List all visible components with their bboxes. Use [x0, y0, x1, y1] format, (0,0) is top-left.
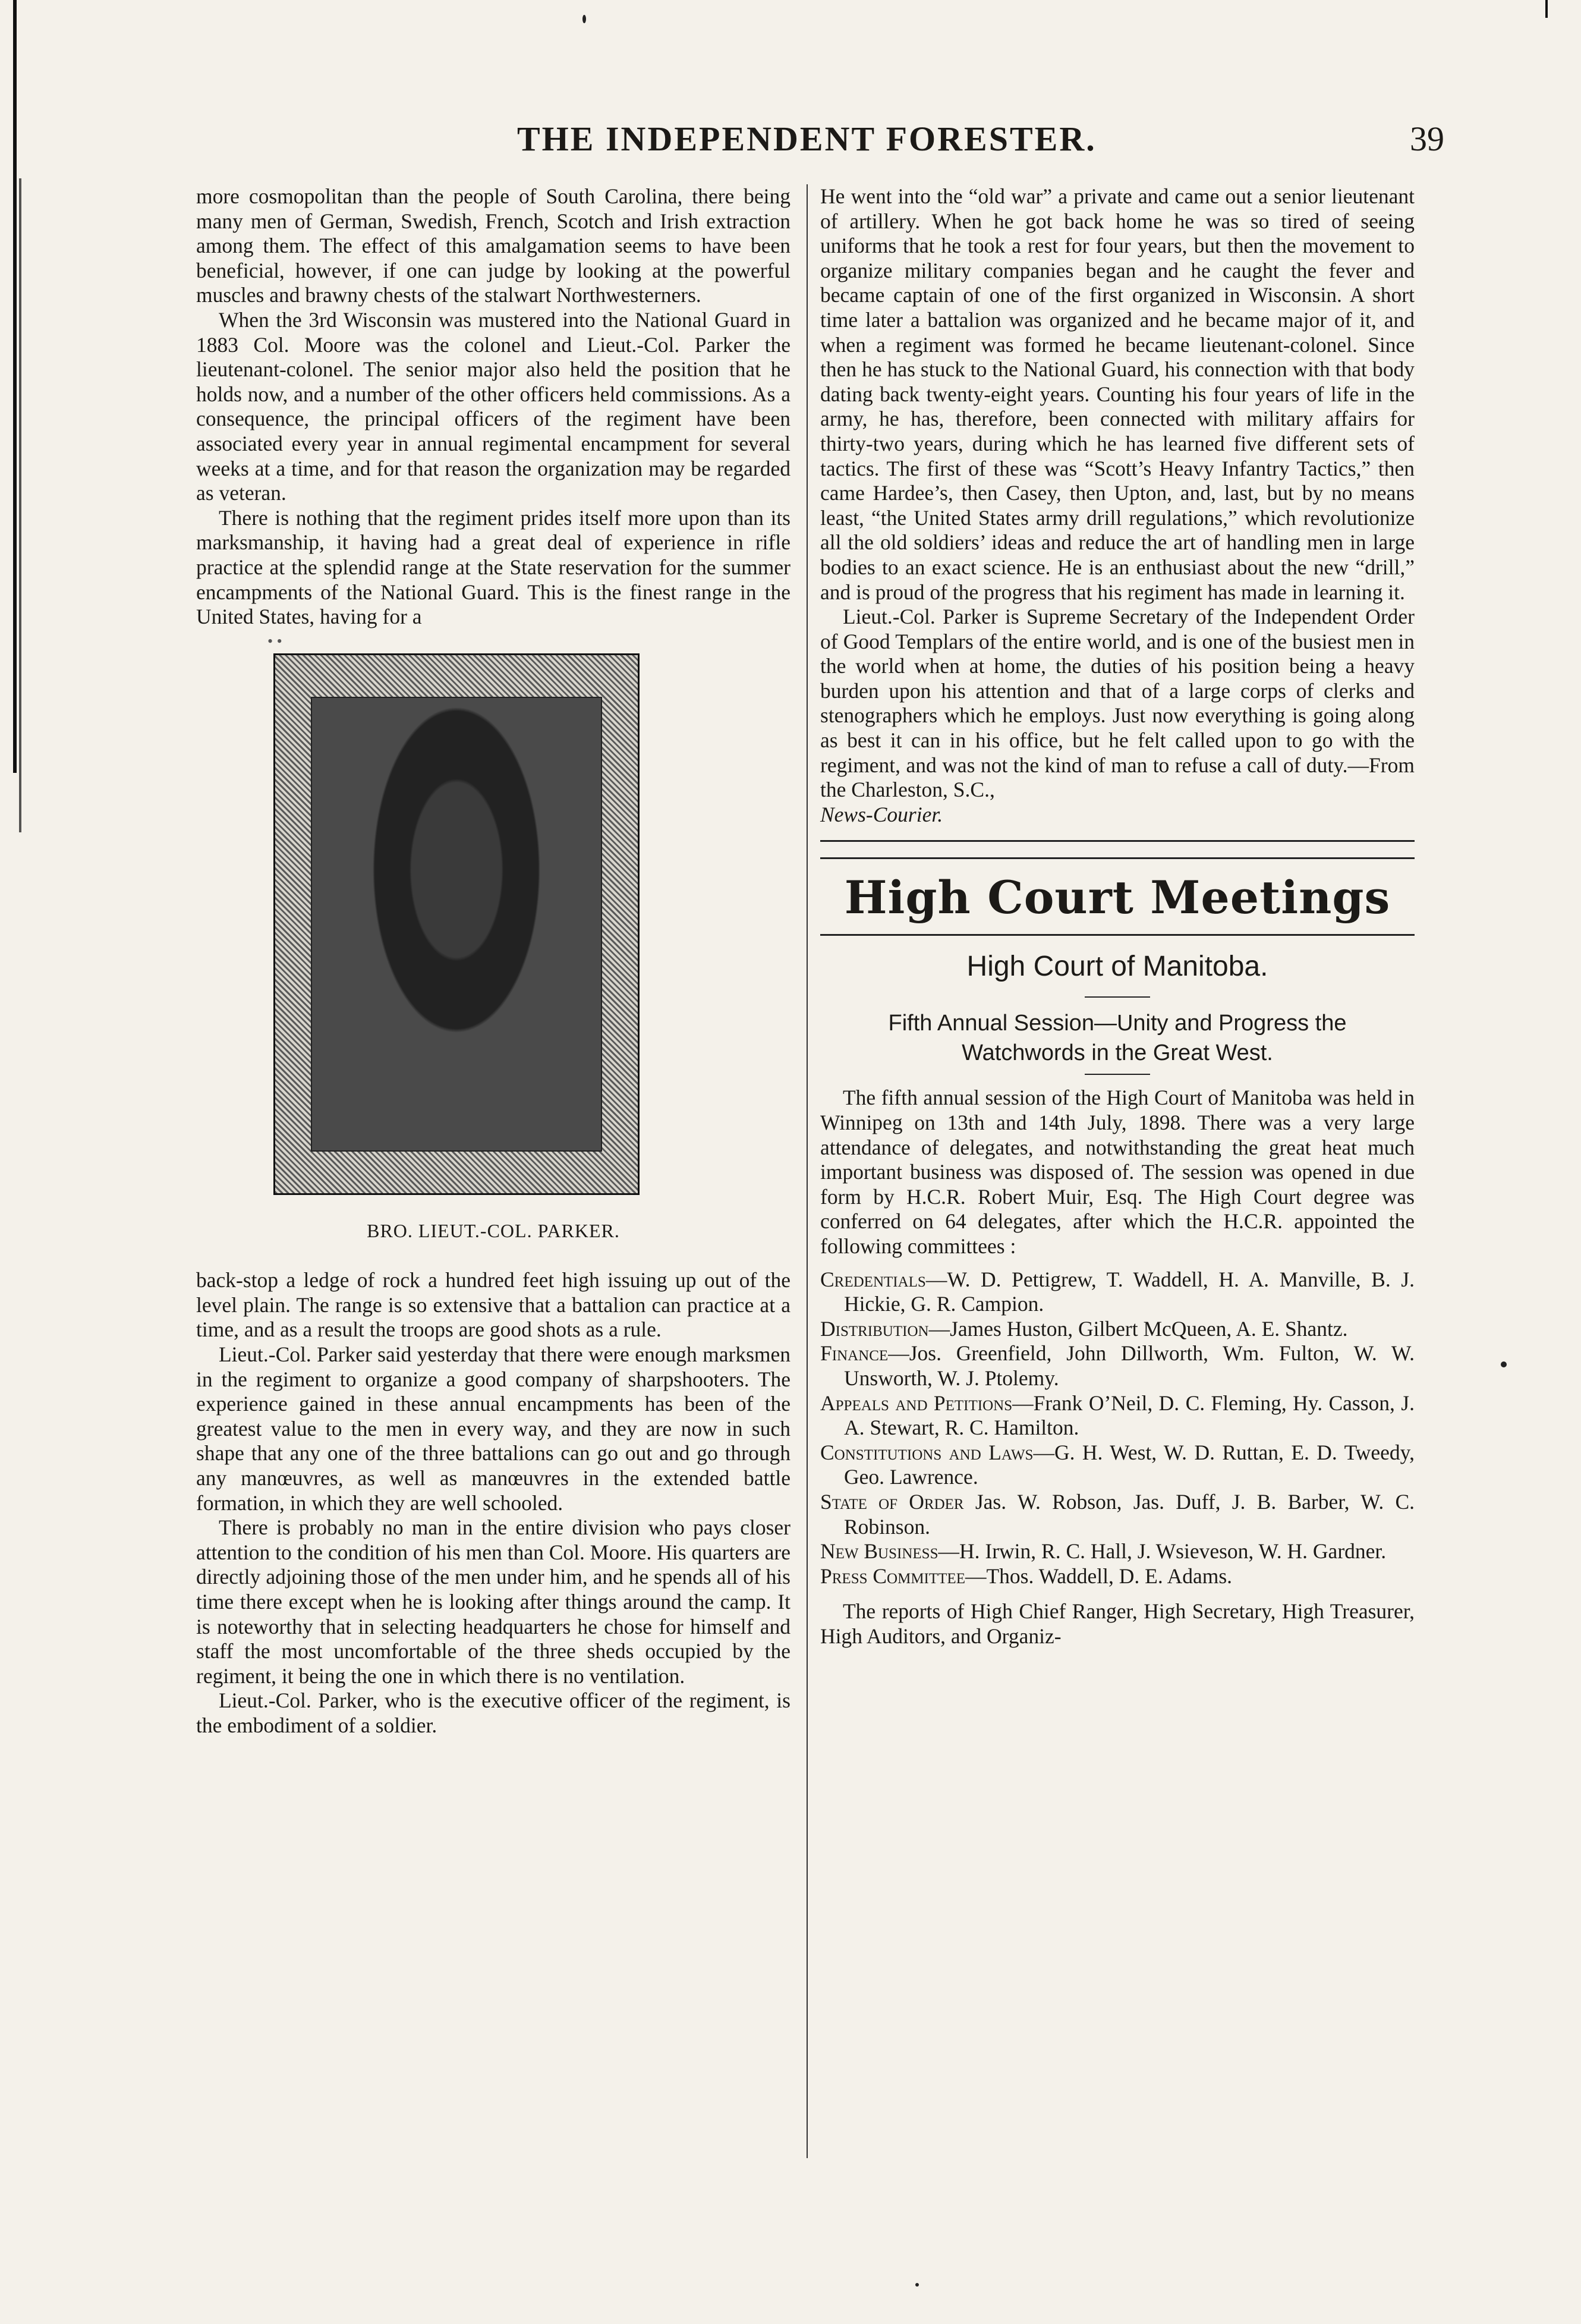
- committee-entry: [820, 1539, 1415, 1564]
- paragraph: When the 3rd Wisconsin was mustered into the National Guard in 1883 Col. Moore was the colonel and Lieut.-Col. Parker the lieutenant-colonel. The senior major also held the position that he holds now, and a number of the other officers held commissions. As a consequence, the principal officers of the regiment have been associated every year in annual regimental encampment for several weeks at a time, and for that reason the organization may be regarded as veteran.: [196, 307, 790, 505]
- short-rule: [1085, 996, 1150, 998]
- committee-members: Jas. W. Robson, Jas. Duff, J. B. Barber, W. C. Robinson.: [844, 1489, 1415, 1539]
- committee-list: [820, 1268, 1415, 1589]
- paragraph: Lieut.-Col. Parker said yesterday that there were enough marksmen in the regiment to organize a good company of sharpshooters. The experience gained in these annual encampments has been of the greatest value to the men in every way, and they are now in such shape that any one of the three battalions can go out and go through any manœuvres, as well as manœuvres in the extended battle formation, in which they are well schooled.: [196, 1342, 790, 1515]
- right-column: [820, 184, 1415, 1649]
- running-header: [196, 119, 1444, 166]
- committee-name: State of Order: [820, 1489, 964, 1514]
- left-column: [196, 184, 790, 1738]
- double-rule: [820, 840, 1415, 859]
- committee-name: Constitutions and Laws: [820, 1440, 1034, 1464]
- committee-members: —Jos. Greenfield, John Dillworth, Wm. Fulton, W. W. Unsworth, W. J. Ptolemy.: [844, 1341, 1415, 1390]
- running-title: THE INDEPENDENT FORESTER.: [517, 119, 1097, 158]
- committee-name: Press Committee: [820, 1564, 965, 1588]
- source-name: News-Courier.: [820, 802, 943, 826]
- committee-members: —W. D. Pettigrew, T. Waddell, H. A. Manville, B. J. Hickie, G. R. Campion.: [844, 1267, 1415, 1316]
- article-headline: High Court of Manitoba.: [966, 951, 1268, 983]
- committee-members: —Frank O’Neil, D. C. Fleming, Hy. Casson, J. A. Stewart, R. C. Hamilton.: [844, 1391, 1415, 1440]
- committee-entry: [820, 1441, 1415, 1490]
- committee-entry: [820, 1564, 1415, 1589]
- committee-entry: [820, 1317, 1415, 1342]
- paragraph: There is probably no man in the entire division who pays closer attention to the condition of his men than Col. Moore. His quarters are directly adjoining those of the men under him, and he spends all of his time there except when he is looking after things around the camp. It is noteworthy that in selecting headquarters he chose for himself and staff the most uncomfortable of the three sheds occupied by the regiment, it being the one in which there is no ventilation.: [196, 1515, 790, 1688]
- committee-members: —H. Irwin, R. C. Hall, J. Wsieveson, W. H. Gardner.: [938, 1539, 1387, 1564]
- binding-mark: [19, 178, 21, 832]
- committee-members: —James Huston, Gilbert McQueen, A. E. Shantz.: [928, 1316, 1348, 1341]
- page-number: 39: [1410, 119, 1444, 158]
- portrait-subject: [311, 697, 602, 1152]
- committee-entry: [820, 1341, 1415, 1391]
- source-citation: [820, 803, 1415, 828]
- paragraph: Lieut.-Col. Parker, who is the executive officer of the regiment, is the embodiment of a soldier.: [196, 1688, 790, 1737]
- ink-speck: [1501, 1361, 1507, 1367]
- section-title: High Court Meetings: [844, 871, 1391, 924]
- committee-entry: [820, 1268, 1415, 1317]
- committee-name: Credentials: [820, 1267, 926, 1291]
- ink-speck: [915, 2283, 919, 2287]
- committee-name: Finance: [820, 1341, 889, 1366]
- committee-entry: [820, 1490, 1415, 1539]
- committee-name: Appeals and Petitions: [820, 1391, 1013, 1415]
- column-rule: [807, 184, 808, 2158]
- paragraph: There is nothing that the regiment prides itself more upon than its marksmanship, it having had a great deal of experience in rifle practice at the splendid range at the State reservation for the summer encampments of the National Guard. This is the finest range in the United States, having for a: [196, 505, 790, 629]
- paragraph: more cosmopolitan than the people of South Carolina, there being many men of German, Swedish, French, Scotch and Irish extraction among them. The effect of this amalgamation seems to have been beneficial, however, if one can judge by looking at the powerful muscles and brawny chests of the stalwart Northwesterners.: [196, 184, 790, 307]
- paragraph: He went into the “old war” a private and came out a senior lieutenant of artillery. When he got back home he was so tired of seeing uniforms that he took a rest for four years, but then the movement to organize military companies began and he caught the fever and became captain of one of the first organized in Wisconsin. A short time later a battalion was organized and he became major of it, and when a regiment was formed he became lieutenant-colonel. Since then he has stuck to the National Guard, his connection with that body dating back twenty-eight years. Counting his four years of life in the army, he has, therefore, been connected with military affairs for thirty-two years, during which he has learned five different sets of tactics. The first of these was “Scott’s Heavy Infantry Tactics,” then came Hardee’s, then Casey, then Upton, and, last, but by no means least, “the United States army drill regulations,” which revolutionize all the old soldiers’ ideas and reduce the art of handling men in large bodies to an exact science. He is an enthusiast about the new “drill,” and is proud of the progress that his regiment has made in learning it.: [820, 184, 1415, 604]
- committee-members: —G. H. West, W. D. Ruttan, E. D. Tweedy, Geo. Lawrence.: [844, 1440, 1415, 1489]
- portrait-speck: • •: [267, 632, 282, 650]
- committee-members: —Thos. Waddell, D. E. Adams.: [965, 1564, 1233, 1588]
- paragraph: The fifth annual session of the High Court of Manitoba was held in Winnipeg on 13th and 14th July, 1898. There was a very large attendance of delegates, and notwithstanding the great heat much important business was disposed of. The session was opened in due form by H.C.R. Robert Muir, Esq. The High Court degree was conferred on 64 delegates, after which the H.C.R. appointed the following committees :: [820, 1086, 1415, 1258]
- committee-name: New Business: [820, 1539, 938, 1564]
- ink-speck: [582, 15, 586, 23]
- binding-mark: [1545, 0, 1548, 18]
- portrait-caption: BRO. LIEUT.-COL. PARKER.: [367, 1219, 620, 1241]
- article-deck: Fifth Annual Session—Unity and Progress the Watchwords in the Great West.: [888, 1011, 1347, 1066]
- committee-name: Distribution: [820, 1316, 929, 1341]
- committee-entry: [820, 1391, 1415, 1441]
- paragraph: back-stop a ledge of rock a hundred feet high issuing up out of the level plain. The range is so extensive that a battalion can practice at a time, and as a result the troops are good shots as a rule.: [196, 1268, 790, 1342]
- binding-mark: [13, 0, 17, 773]
- paragraph: Lieut.-Col. Parker is Supreme Secretary of the Independent Order of Good Templars of the entire world, and is one of the busiest men in the world when at home, the duties of his position being a heavy burden upon his attention and that of a large corps of clerks and stenographers which he employs. Just now everything is going along as best it can in his office, but he felt called upon to go with the regiment, and was not the kind of man to refuse a call of duty.—From the Charleston, S.C.,: [820, 605, 1415, 802]
- portrait-image: [273, 653, 640, 1195]
- short-rule: [1085, 1074, 1150, 1075]
- paragraph: The reports of High Chief Ranger, High Secretary, High Treasurer, High Auditors, and Organiz-: [820, 1599, 1415, 1648]
- section-rule: [820, 934, 1415, 936]
